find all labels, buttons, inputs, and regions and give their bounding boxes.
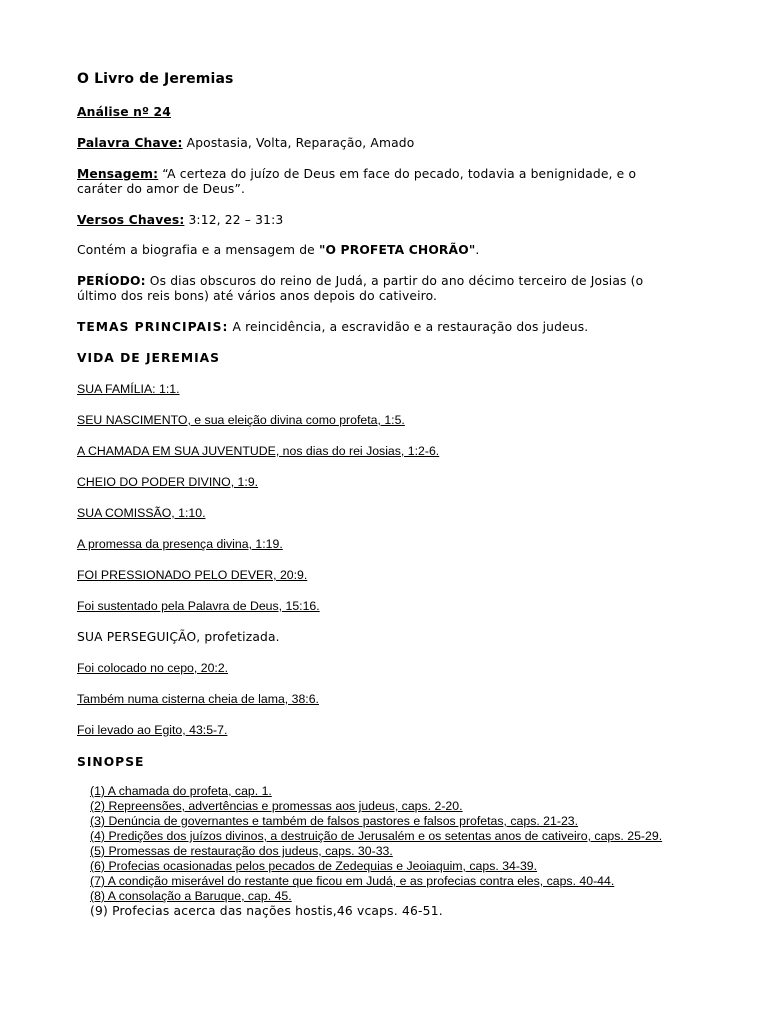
life-item-family: SUA FAMÍLIA: 1:1.	[77, 382, 180, 396]
life-item-duty: FOI PRESSIONADO PELO DEVER, 20:9.	[77, 568, 308, 582]
life-item-calling: A CHAMADA EM SUA JUVENTUDE, nos dias do rei Josias, 1:2-6.	[77, 444, 440, 458]
synopsis-item: (4) Predições dos juízos divinos, a destruição de Jerusalém e os setentas anos de cativeiro, caps. 25-29.	[90, 829, 663, 843]
life-item-persecution: SUA PERSEGUIÇÃO, profetizada.	[77, 630, 280, 644]
life-item-stocks: Foi colocado no cepo, 20:2.	[77, 661, 229, 675]
message-label: Mensagem:	[77, 167, 159, 181]
biography-emphasis: "O PROFETA CHORÃO"	[318, 243, 476, 257]
period-label: PERÍODO:	[77, 274, 146, 288]
key-verses-value: 3:12, 22 – 31:3	[184, 213, 284, 227]
life-item-birth: SEU NASCIMENTO, e sua eleição divina como profeta, 1:5.	[77, 413, 405, 427]
keyword-value: Apostasia, Volta, Reparação, Amado	[182, 136, 415, 150]
synopsis-list	[77, 784, 677, 919]
themes-line	[77, 319, 588, 335]
biography-line	[77, 242, 479, 258]
message-line-1	[77, 166, 636, 182]
synopsis-item: (2) Repreensões, advertências e promessas aos judeus, caps. 2-20.	[90, 799, 463, 813]
keyword-line	[77, 135, 414, 151]
biography-prefix: Contém a biografia e a mensagem de	[77, 243, 319, 257]
message-line-2: caráter do amor de Deus”.	[77, 182, 246, 196]
keyword-label: Palavra Chave:	[77, 136, 183, 150]
synopsis-item: (7) A condição miserável do restante que ficou em Judá, e as profecias contra eles, caps. 40-44.	[90, 874, 615, 888]
life-item-commission: SUA COMISSÃO, 1:10.	[77, 506, 206, 520]
life-item-cistern: Também numa cisterna cheia de lama, 38:6.	[77, 692, 319, 706]
life-item-promise: A promessa da presença divina, 1:19.	[77, 537, 283, 551]
life-item-power: CHEIO DO PODER DIVINO, 1:9.	[77, 475, 259, 489]
period-text-1: Os dias obscuros do reino de Judá, a partir do ano décimo terceiro de Josias (o	[145, 274, 644, 288]
life-item-sustained: Foi sustentado pela Palavra de Deus, 15:16.	[77, 599, 320, 613]
synopsis-item: (1) A chamada do profeta, cap. 1.	[90, 784, 272, 798]
life-heading: VIDA DE JEREMIAS	[77, 351, 221, 365]
themes-label: TEMAS PRINCIPAIS:	[77, 320, 229, 334]
synopsis-item: (3) Denúncia de governantes e também de falsos pastores e falsos profetas, caps. 21-23.	[90, 814, 579, 828]
period-line-2: último dos reis bons) até vários anos depois do cativeiro.	[77, 289, 438, 303]
synopsis-item: (8) A consolação a Baruque, cap. 45.	[90, 889, 292, 903]
key-verses-label: Versos Chaves:	[77, 213, 185, 227]
message-text-1: “A certeza do juízo de Deus em face do pecado, todavia a benignidade, e o	[158, 167, 637, 181]
biography-suffix: .	[475, 243, 480, 257]
synopsis-item: (5) Promessas de restauração dos judeus, caps. 30-33.	[90, 844, 393, 858]
period-line-1	[77, 273, 643, 289]
document-title: O Livro de Jeremias	[77, 71, 234, 87]
key-verses-line	[77, 212, 283, 228]
synopsis-heading: SINOPSE	[77, 755, 145, 769]
analysis-number: Análise nº 24	[77, 105, 171, 119]
synopsis-item: (6) Profecias ocasionadas pelos pecados de Zedequias e Jeoiaquim, caps. 34-39.	[90, 859, 538, 873]
synopsis-item: (9) Profecias acerca das nações hostis,46 vcaps. 46-51.	[90, 904, 443, 918]
themes-value: A reincidência, a escravidão e a restauração dos judeus.	[228, 320, 589, 334]
life-item-egypt: Foi levado ao Egito, 43:5-7.	[77, 723, 228, 737]
